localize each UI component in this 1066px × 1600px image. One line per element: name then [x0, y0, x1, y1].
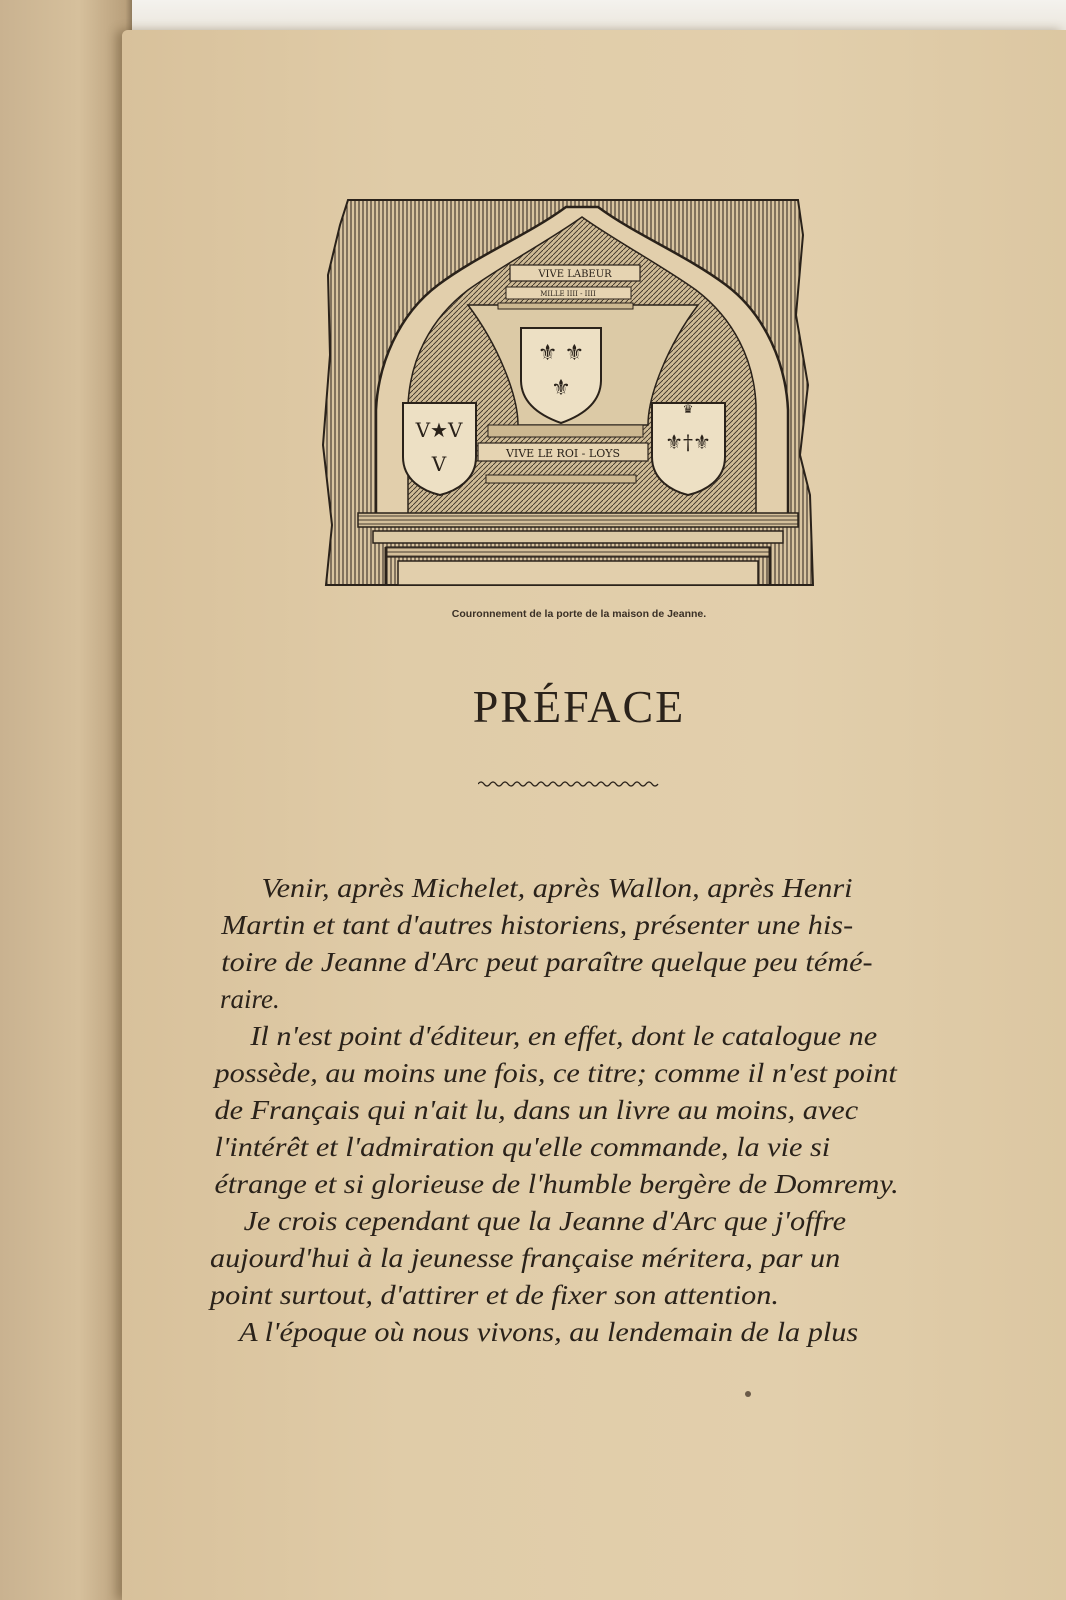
door-crowning-engraving: [318, 195, 840, 597]
text-line: aujourd'hui à la jeunesse française méritera, par un: [210, 1243, 841, 1273]
page-speck: [745, 1391, 751, 1397]
text-line: possède, au moins une fois, ce titre; comme il n'est point: [214, 1058, 897, 1088]
sub-banner-text: MILLE IIII - IIII: [540, 290, 596, 298]
text-line: raire.: [220, 984, 280, 1014]
crown-icon: ♛: [682, 402, 694, 416]
text-line: point surtout, d'attirer et de fixer son attention.: [210, 1280, 779, 1310]
sword-crown-icon: V: [431, 452, 447, 476]
page-title: PRÉFACE: [472, 681, 686, 732]
fleur-de-lis-icon: ⚜ ⚜: [537, 341, 585, 366]
text-line: Il n'est point d'éditeur, en effet, dont le catalogue ne: [250, 1021, 878, 1051]
text-line: étrange et si glorieuse de l'humble bergère de Domremy.: [214, 1169, 899, 1199]
text-line: de Français qui n'ait lu, dans un livre au moins, avec: [214, 1095, 859, 1125]
sword-crown-icon: V★V: [415, 418, 463, 442]
left-page-edge: [0, 0, 132, 1600]
text-line: Je crois cependant que la Jeanne d'Arc que j'offre: [243, 1206, 847, 1236]
fleur-de-lis-icon: ⚜†⚜: [665, 430, 711, 454]
illustration-caption: Couronnement de la porte de la maison de Jeanne.: [451, 608, 707, 620]
background-strip: [0, 0, 1066, 34]
text-line: Venir, après Michelet, après Wallon, après Henri: [261, 873, 853, 903]
preface-text: [210, 870, 930, 1351]
fleur-de-lis-icon: ⚜: [551, 376, 571, 401]
text-line: l'intérêt et l'admiration qu'elle commande, la vie si: [214, 1132, 831, 1162]
top-banner-text: VIVE LABEUR: [538, 269, 612, 280]
center-banner-text: VIVE LE ROI - LOYS: [505, 447, 621, 460]
text-line: toire de Jeanne d'Arc peut paraître quelque peu témé-: [221, 947, 873, 977]
ornamental-rule: [478, 780, 660, 788]
text-line: A l'époque où nous vivons, au lendemain de la plus: [239, 1317, 859, 1347]
text-line: Martin et tant d'autres historiens, présenter une his-: [221, 910, 854, 940]
